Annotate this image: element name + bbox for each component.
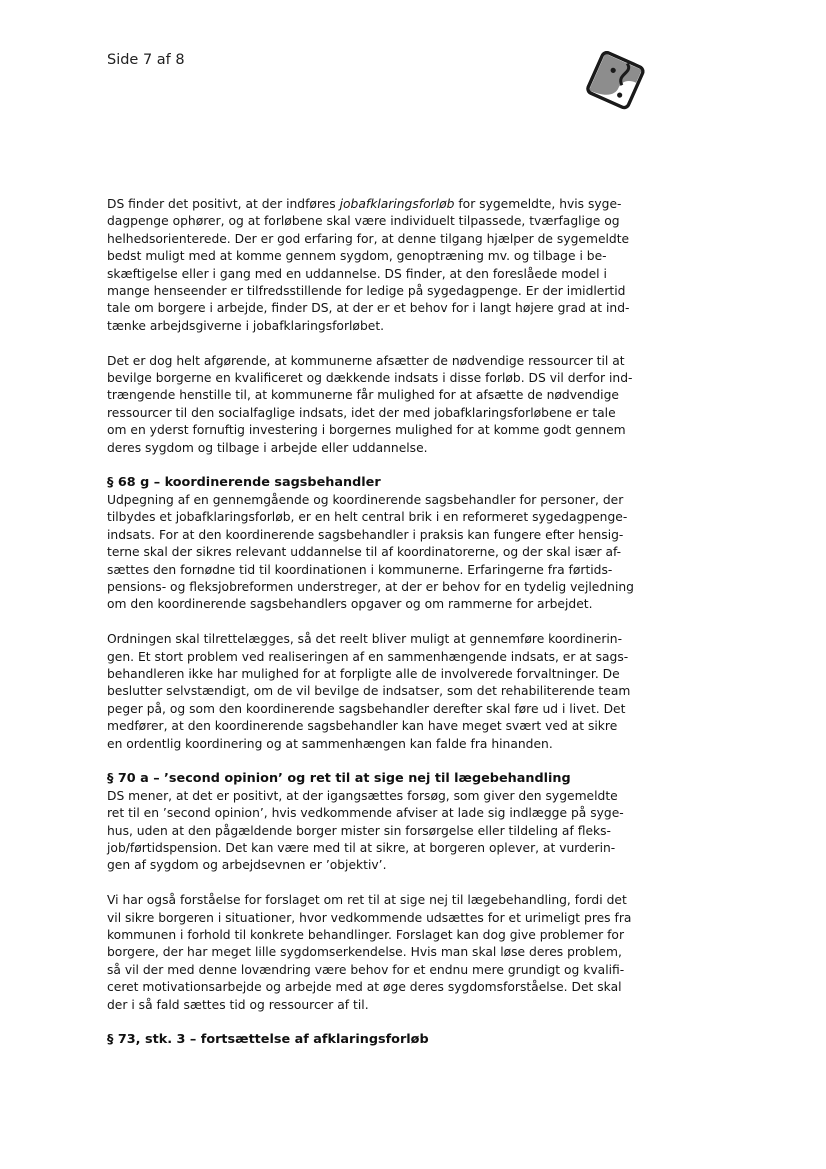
section-70a-paragraph-2 xyxy=(107,892,663,1014)
text-line: vil sikre borgeren i situationer, hvor vedkommende udsættes for et urimeligt pres fra xyxy=(107,910,632,925)
text-line: ceret motivationsarbejde og arbejde med at øge deres sygdomsforståelse. Det skal xyxy=(107,980,622,995)
text-line: terne skal der sikres relevant uddannelse til af koordinatorerne, og der skal især af- xyxy=(107,545,622,560)
text-line: behandleren ikke har mulighed for at forpligte alle de involverede forvaltninger. De xyxy=(107,666,620,681)
text-line: Udpegning af en gennemgående og koordinerende sagsbehandler for personer, der xyxy=(107,492,624,507)
document-body xyxy=(107,196,663,1049)
text-line: deres sygdom og tilbage i arbejde eller uddannelse. xyxy=(107,440,428,455)
emphasis-term: jobafklaringsforløb xyxy=(339,197,455,211)
text-line: peger på, og som den koordinerende sagsbehandler derefter skal føre ud i livet. Det xyxy=(107,701,626,716)
section-68g-paragraph-2 xyxy=(107,631,663,753)
text-line: medfører, at den koordinerende sagsbehandler kan have meget svært ved at sikre xyxy=(107,719,618,734)
text-line: trængende henstille til, at kommunerne får mulighed for at afsætte de nødvendige xyxy=(107,388,619,403)
text-line: om en yderst fornuftig investering i borgernes mulighed for at komme godt gennem xyxy=(107,423,626,438)
text-line: gen af sygdom og arbejdsevnen er ’objektiv’. xyxy=(107,858,387,873)
text-line: en ordentlig koordinering og at sammenhængen kan falde fra hinanden. xyxy=(107,736,553,751)
text-line: tænke arbejdsgiverne i jobafklaringsforløbet. xyxy=(107,318,385,333)
intro-paragraph-1 xyxy=(107,196,663,335)
text-line: DS finder det positivt, at der indføres jobafklaringsforløb for sygemeldte, hvis syge- xyxy=(107,197,622,211)
text-line: hus, uden at den pågældende borger mister sin forsørgelse eller tildeling af fleks- xyxy=(107,823,611,838)
text-line: der i så fald sættes tid og ressourcer af til. xyxy=(107,997,369,1012)
section-heading-73: § 73, stk. 3 – fortsættelse af afklaringsforløb xyxy=(107,1032,429,1048)
section-heading-70a: § 70 a – ’second opinion’ og ret til at sige nej til lægebehandling xyxy=(107,771,571,787)
text-line: Det er dog helt afgørende, at kommunerne afsætter de nødvendige ressourcer til at xyxy=(107,353,625,368)
text-line: tilbydes et jobafklaringsforløb, er en helt central brik i en reformeret sygedagpenge- xyxy=(107,510,628,525)
text-line: sættes den fornødne tid til koordinationen i kommunerne. Erfaringerne fra førtids- xyxy=(107,562,613,577)
text-line: beslutter selvstændigt, om de vil bevilge de indsatser, som det rehabiliterende team xyxy=(107,684,631,699)
text-line: så vil der med denne lovændring være behov for et endnu mere grundigt og kvalifi- xyxy=(107,962,625,977)
intro-paragraph-2 xyxy=(107,353,663,457)
text-line: skæftigelse eller i gang med en uddannelse. DS finder, at den foreslåede model i xyxy=(107,266,607,281)
text-line: DS mener, at det er positivt, at der igangsættes forsøg, som giver den sygemeldte xyxy=(107,788,618,803)
text-line: job/førtidspension. Det kan være med til at sikre, at borgeren oplever, at vurderin- xyxy=(107,840,616,855)
organization-logo-icon xyxy=(583,50,647,112)
text-line: dagpenge ophører, og at forløbene skal være individuelt tilpassede, tværfaglige og xyxy=(107,214,620,229)
text-line: ressourcer til den socialfaglige indsats, idet der med jobafklaringsforløbene er tale xyxy=(107,405,616,420)
text-line: Vi har også forståelse for forslaget om ret til at sige nej til lægebehandling, fordi det xyxy=(107,893,627,908)
text-line: indsats. For at den koordinerende sagsbehandler i praksis kan fungere efter hensig- xyxy=(107,527,624,542)
text-line: Ordningen skal tilrettelægges, så det reelt bliver muligt at gennemføre koordinerin- xyxy=(107,632,623,647)
section-68g-paragraph-1 xyxy=(107,492,663,614)
text-line: tale om borgere i arbejde, finder DS, at der er et behov for i langt højere grad at ind- xyxy=(107,301,630,316)
section-heading-68g: § 68 g – koordinerende sagsbehandler xyxy=(107,475,381,491)
section-70a-paragraph-1 xyxy=(107,788,663,875)
text-line: bedst muligt med at komme gennem sygdom, genoptræning mv. og tilbage i be- xyxy=(107,249,607,264)
text-line: mange henseender er tilfredsstillende for ledige på sygedagpenge. Er der imidlertid xyxy=(107,284,626,299)
text-line: kommunen i forhold til konkrete behandlinger. Forslaget kan dog give problemer for xyxy=(107,927,625,942)
text-line: pensions- og fleksjobreformen understreger, at der er behov for en tydelig vejledning xyxy=(107,579,634,594)
page-number: Side 7 af 8 xyxy=(107,52,185,68)
text-line: bevilge borgerne en kvalificeret og dækkende indsats i disse forløb. DS vil derfor ind- xyxy=(107,371,633,386)
text-line: om den koordinerende sagsbehandlers opgaver og om rammerne for arbejdet. xyxy=(107,597,593,612)
text-line: borgere, der har meget lille sygdomserkendelse. Hvis man skal løse deres problem, xyxy=(107,945,622,960)
text-line: helhedsorienterede. Der er god erfaring for, at denne tilgang hjælper de sygemeldte xyxy=(107,231,630,246)
text-line: gen. Et stort problem ved realiseringen af en sammenhængende indsats, er at sags- xyxy=(107,649,629,664)
text-line: ret til en ’second opinion’, hvis vedkommende afviser at lade sig indlægge på syge- xyxy=(107,806,624,821)
